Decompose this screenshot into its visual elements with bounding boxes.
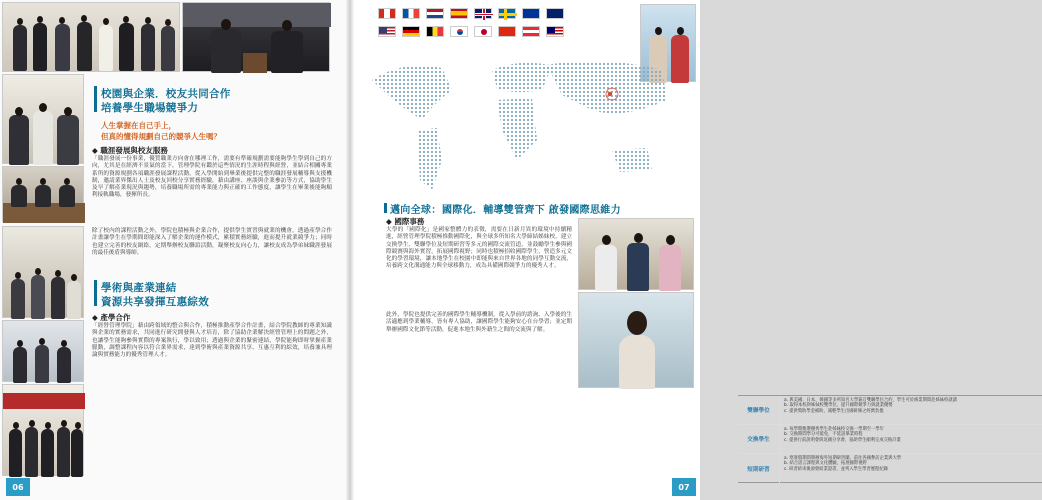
section-title-cooperation: ◆ 產學合作 — [92, 313, 131, 322]
photo-classroom — [2, 226, 84, 318]
subhead-line1: 人生掌握在自己手上， — [101, 121, 176, 130]
heading-campus-enterprise: 校園與企業．校友共同合作 — [101, 88, 231, 100]
left-page — [0, 0, 350, 500]
body-career-development: 「職涯發展一份事業，優質職業方向會在哪裡工作，需要有準確規劃需要能夠學生學到自己的方向，尤其是在經濟不景氣的當下，管理學院有鑑於這些情況的生涯時程與經營，並結合相關專業系所的資源規劃各項職涯發展課程活動，從入學開始到畢業後提供完整的職涯發展輔導與支援機制，邀請業界傑出人士及校友回校分享實務經驗，藉由講座、座談與企業參訪等方式，協助學生及早了解產業現況與趨勢，培養職場所需的專業能力與正確的工作態度，讓學生在畢業後能夠順利接軌職場，發揮所長。 — [92, 156, 332, 199]
spread-gutter-shadow — [346, 0, 354, 500]
table-line: c. 提供獎助學金補助，減輕學生出國研修之經濟負擔 — [784, 408, 884, 414]
heading-academic-industry: 學術與產業連結 — [101, 282, 177, 294]
heading-right-accent-bar — [384, 203, 387, 213]
table-line: a. 每學期甄選優秀學生赴姊妹校交換一學期至一學年 — [784, 427, 884, 432]
heading-resource-sharing: 資源共享發揮互惠綜效 — [101, 296, 209, 308]
photo-speakers-podium — [182, 2, 330, 72]
heading-internationalization: 國際化．輔導雙管齊下 啟發國際思維力 — [442, 205, 621, 216]
table-row-content — [780, 396, 1042, 424]
australia-flag — [546, 8, 564, 19]
heading-career-competitiveness: 培養學生職場競爭力 — [101, 102, 199, 114]
table-row — [738, 396, 1042, 425]
body-student-support: 此外，學院也提供完善的國際學生輔導機制，從入學前的諮詢、入學後的生活適應到學業輔導，皆有專人協助，讓國際學生能夠安心在台學習；並定期舉辦國際文化節等活動，促進本地生與外籍生之間的交流與了解。 — [386, 312, 572, 333]
body-academic-cooperation: 「經營管理學院」藉由跨領域的整合與合作，積極推動產學合作計畫，結合學院教師的專業知識與企業的實務需求，共同進行研究開發與人才培育，除了協助企業解決經營管理上的問題之外，也讓學生能夠參與實際的專案執行，學以致用；透過與企業的緊密連結，學院能夠即時掌握產業脈動，調整課程內容以符合業界需求，達到學術與產業資源共享、互惠互利的綜效，培養兼具理論與實務能力的優秀管理人才。 — [92, 323, 332, 359]
table-line: b. 結合語言課程與文化體驗，拓展國際視野 — [784, 461, 867, 467]
section-title-career: ◆ 職涯發展與校友服務 — [92, 146, 168, 155]
austria-flag — [522, 26, 540, 37]
photo-student-with-flag — [578, 218, 694, 290]
right-page — [350, 0, 957, 500]
usa-flag — [378, 26, 396, 37]
france-flag — [402, 8, 420, 19]
table-row — [738, 454, 1042, 483]
china-flag — [498, 26, 516, 37]
belgium-flag — [426, 26, 444, 37]
body-international-affairs: 大學的「國際化」是國家整體力的表徵，需要在日新月異的環境中持續精進，經營管理學院積極推動國際化，與全球多所知名大學締結姊妹校，建立交換學生、雙聯學位及短期研習等多元的國際交流管道，並鼓勵學生參與國際競賽與海外實習，拓展國際視野；同時也積極招收國際學生，營造多元文化的學習環境，讓本地學生在校園中即能與來自世界各地的同學互動交流，培養跨文化溝通能力與全球移動力，成為具備國際競爭力的優秀人才。 — [386, 227, 572, 270]
uk-flag — [474, 8, 492, 19]
malaysia-flag — [546, 26, 564, 37]
korea-flag — [450, 26, 468, 37]
table-line: b. 交換期間學分可抵免，不延誤畢業時程 — [784, 432, 863, 438]
table-row-label: 交換學生 — [738, 425, 780, 453]
netherlands-flag — [426, 8, 444, 19]
table-line: c. 提供行前說明會與返國分享會，協助學生順利完成交換計畫 — [784, 437, 901, 443]
heading-accent-bar — [94, 86, 97, 112]
sweden-flag — [498, 8, 516, 19]
table-row-label: 短期研習 — [738, 454, 780, 483]
germany-flag — [402, 26, 420, 37]
heading-global: 邁向全球： — [390, 205, 442, 216]
table-line: a. 寒暑假期間舉辦海外短期研習團，前往各國參訪企業與大學 — [784, 456, 902, 461]
section-title-international: ◆ 國際事務 — [386, 217, 425, 226]
photo-seminar-audience — [2, 74, 84, 164]
table-row-content — [780, 454, 1042, 483]
spain-flag — [450, 8, 468, 19]
photo-student-portrait — [578, 292, 694, 388]
heading2-accent-bar — [94, 280, 97, 306]
canada-flag — [378, 8, 396, 19]
photo-group-standing — [2, 2, 180, 72]
world-map-dots — [362, 50, 690, 210]
page-number-left: 06 — [6, 478, 30, 496]
eu-flag — [522, 8, 540, 19]
programs-table — [738, 395, 1042, 483]
japan-flag — [474, 26, 492, 37]
table-row — [738, 425, 1042, 454]
subhead-line2: 但真的懂得規劃自己的競爭人生嗎？ — [101, 132, 221, 141]
table-row-content — [780, 425, 1042, 453]
page-number-right: 07 — [672, 478, 696, 496]
body-industry-cooperation: 除了校內的課程活動之外，學院也積極與企業合作，提供學生實習與就業的機會，透過產學合作計畫讓學生在學期間即能深入了解企業的運作模式，累積實務經驗，進而提升就業競爭力；同時也建立完善的校友網絡，定期舉辦校友聯誼活動，凝聚校友向心力，讓校友成為學弟妹職涯發展的最佳後盾與導師。 — [92, 228, 332, 256]
table-line: c. 研習結束後頒發結業證書，並列入學生學習歷程紀錄 — [784, 466, 888, 472]
photo-students-ceremony — [2, 384, 84, 476]
photo-company-visit — [2, 320, 84, 382]
photo-panel-discussion — [2, 166, 84, 222]
table-row-label: 雙聯學位 — [738, 396, 780, 424]
table-line: b. 取得本校與姊妹校雙學位，提升國際競爭力與就業優勢 — [784, 403, 893, 409]
table-line: a. 與美國、日本、韓國等多所知名大學簽訂雙聯學位合約，學生可於修業期間赴姊妹校就讀 — [784, 398, 957, 403]
